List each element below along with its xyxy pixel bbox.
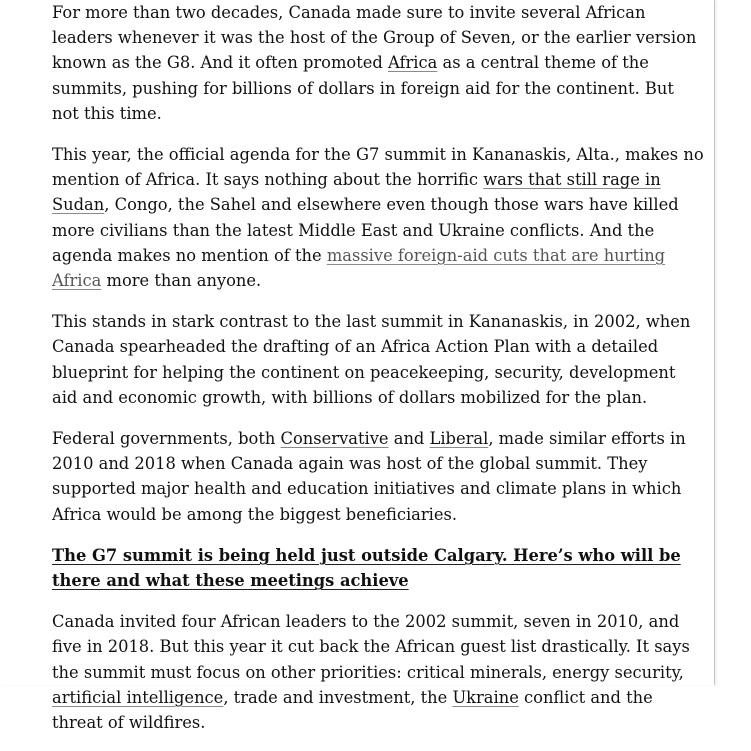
paragraph-2 xyxy=(52,142,704,293)
link-liberal[interactable]: Liberal xyxy=(429,429,489,449)
related-article xyxy=(52,543,704,593)
article-body xyxy=(52,0,704,751)
paragraph-4-text-a: Federal governments, both xyxy=(52,429,281,449)
paragraph-1-text-b: as a central theme of the summits, pushing for billions of dollars in foreign aid for the continent. But not this time. xyxy=(52,53,674,123)
related-article-link[interactable]: The G7 summit is being held just outside Calgary. Here’s who will be there and what these meetings achieve xyxy=(52,545,681,591)
paragraph-5-text-b: , trade and investment, the xyxy=(223,687,453,707)
link-ukraine[interactable]: Ukraine xyxy=(452,687,519,707)
paragraph-4-text-b: and xyxy=(388,429,430,449)
paragraph-5-text-a: Canada invited four African leaders to the 2002 summit, seven in 2010, and five in 2018. But this year it cut back the African guest list drastically. It says the summit must focus on other priorities: critical minerals, energy security, xyxy=(52,612,690,682)
link-foreign-aid-cuts[interactable]: massive foreign-aid cuts that are hurting Africa xyxy=(52,245,666,291)
paragraph-2-text-b: , Congo, the Sahel and elsewhere even though those wars have killed more civilians than the latest Middle East and Ukraine conflicts. And the agenda makes no mention of the xyxy=(52,195,679,265)
paragraph-5-text-c: conflict and the threat of wildfires. xyxy=(52,687,653,733)
paragraph-5 xyxy=(52,609,704,735)
paragraph-2-text-c: more than anyone. xyxy=(101,271,262,291)
paragraph-4 xyxy=(52,426,704,527)
link-africa[interactable]: Africa xyxy=(388,53,438,73)
paragraph-1-text-a: For more than two decades, Canada made sure to invite several African leaders whenever it was the host of the Group of Seven, or the earlier version known as the G8. And it often promoted xyxy=(52,3,697,73)
paragraph-1 xyxy=(52,0,704,126)
paragraph-4-text-c: , made similar efforts in 2010 and 2018 when Canada again was host of the global summit. They supported major health and education initiatives and climate plans in which Africa would be among the biggest beneficiaries. xyxy=(52,429,686,524)
paragraph-3: This stands in stark contrast to the last summit in Kananaskis, in 2002, when Canada spearheaded the drafting of an Africa Action Plan with a detailed blueprint for helping the continent on peacekeeping, security, development aid and economic growth, with billions of dollars mobilized for the plan. xyxy=(52,312,691,407)
link-wars-in-sudan[interactable]: wars that still rage in Sudan xyxy=(52,170,661,215)
paragraph-2-text-a: This year, the official agenda for the G7 summit in Kananaskis, Alta., makes no mention of Africa. It says nothing about the horrific xyxy=(52,145,704,190)
link-conservative[interactable]: Conservative xyxy=(280,429,389,449)
link-artificial-intelligence[interactable]: artificial intelligence xyxy=(52,687,224,707)
